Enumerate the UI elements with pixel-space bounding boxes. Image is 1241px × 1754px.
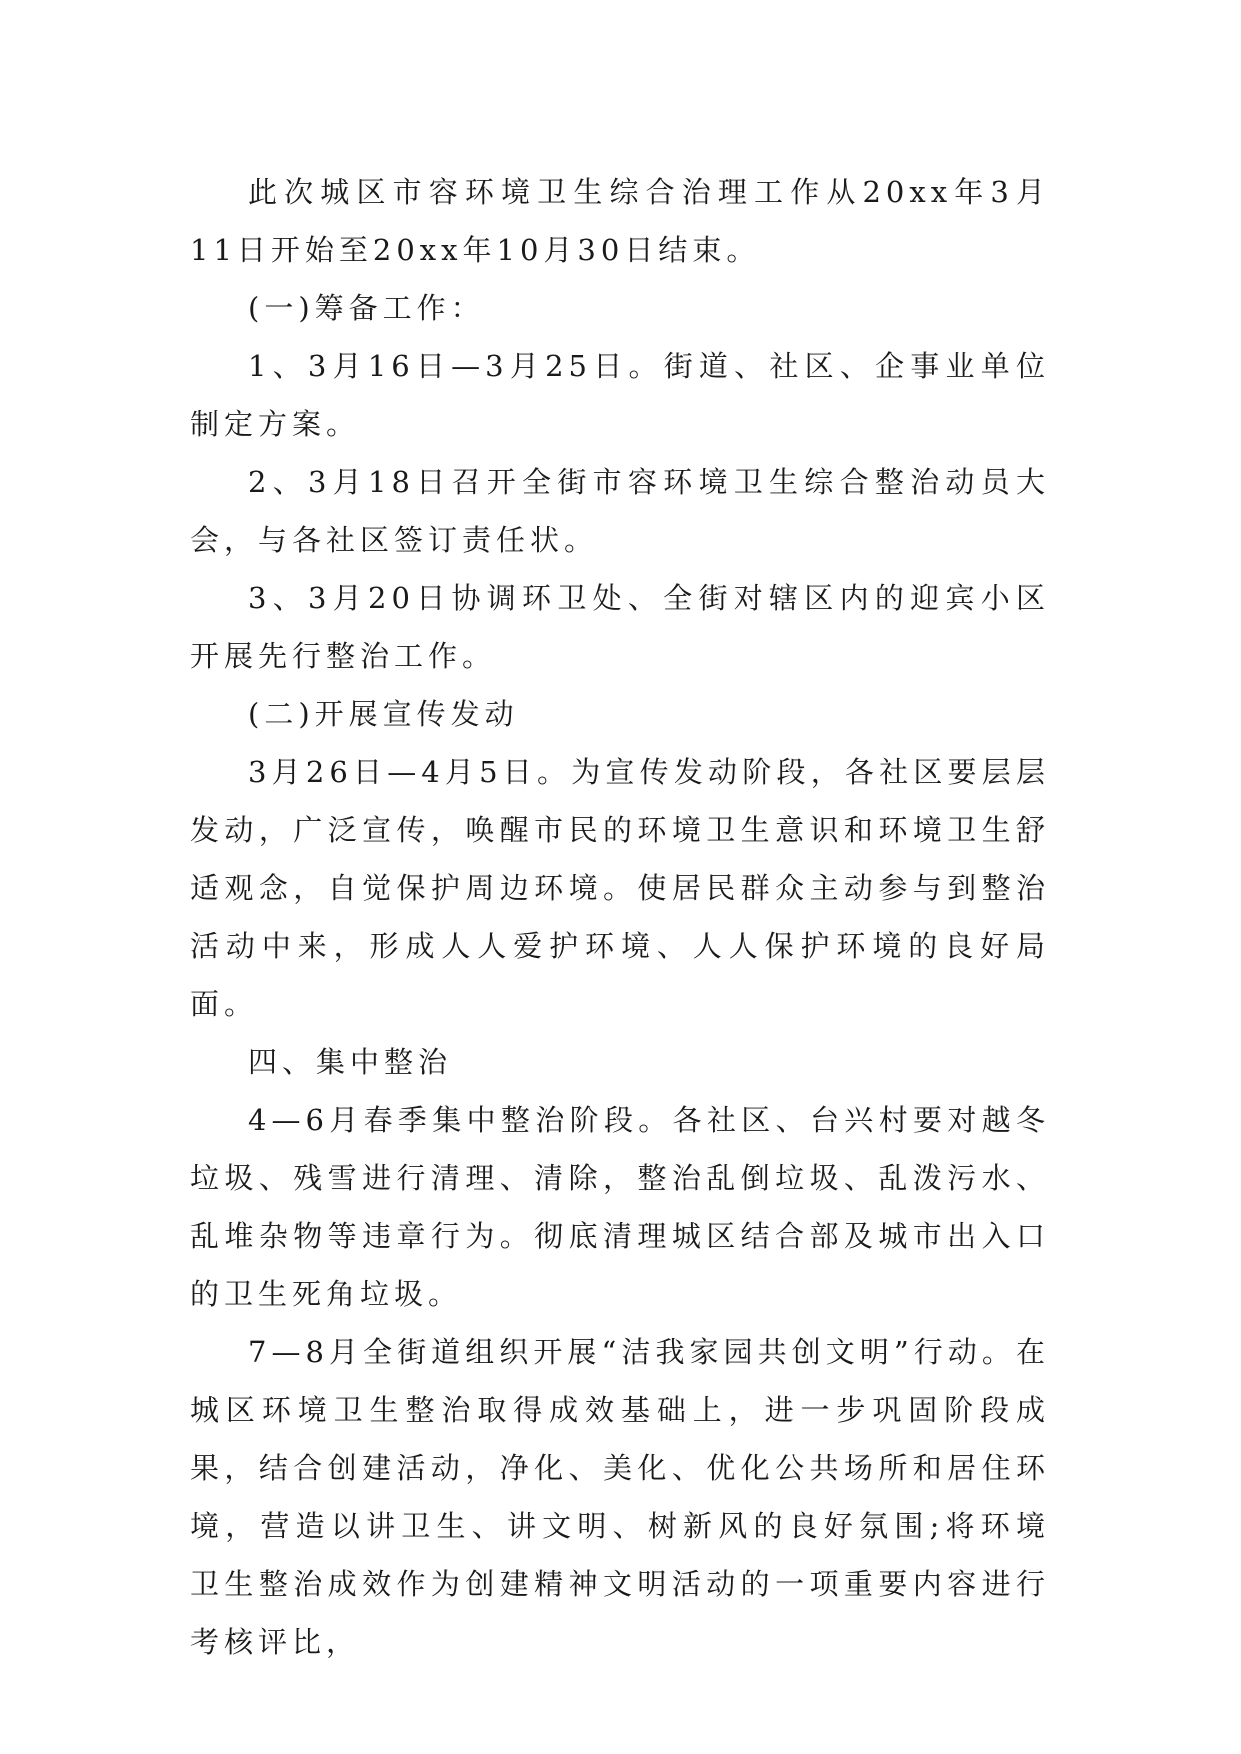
paragraph-item-2: 2、3月18日召开全街市容环境卫生综合整治动员大会，与各社区签订责任状。: [190, 465, 1050, 557]
heading-publicity: (二)开展宣传发动: [248, 697, 519, 731]
paragraph-publicity: 3月26日—4月5日。为宣传发动阶段，各社区要层层发动，广泛宣传，唤醒市民的环境卫生意识和环境卫生舒适观念，自觉保护周边环境。使居民群众主动参与到整治活动中来，形成人人爱护环境、人人保护环境的良好局面。: [190, 755, 1050, 1021]
paragraph-item-1: 1、3月16日—3月25日。街道、社区、企事业单位制定方案。: [190, 349, 1050, 441]
paragraph-spring: 4—6月春季集中整治阶段。各社区、台兴村要对越冬垃圾、残雪进行清理、清除，整治乱倒垃圾、乱泼污水、乱堆杂物等违章行为。彻底清理城区结合部及城市出入口的卫生死角垃圾。: [190, 1103, 1050, 1311]
heading-preparation: (一)筹备工作：: [248, 291, 485, 325]
paragraph-summer: 7—8月全街道组织开展“洁我家园共创文明”行动。在城区环境卫生整治取得成效基础上，进一步巩固阶段成果，结合创建活动，净化、美化、优化公共场所和居住环境，营造以讲卫生、讲文明、树新风的良好氛围;将环境卫生整治成效作为创建精神文明活动的一项重要内容进行考核评比，: [190, 1335, 1050, 1659]
document-body: [190, 163, 1050, 1671]
paragraph-intro: 此次城区市容环境卫生综合治理工作从20xx年3月11日开始至20xx年10月30日结束。: [190, 175, 1050, 267]
heading-rectification: 四、集中整治: [248, 1045, 453, 1079]
paragraph-item-3: 3、3月20日协调环卫处、全街对辖区内的迎宾小区开展先行整治工作。: [190, 581, 1050, 673]
